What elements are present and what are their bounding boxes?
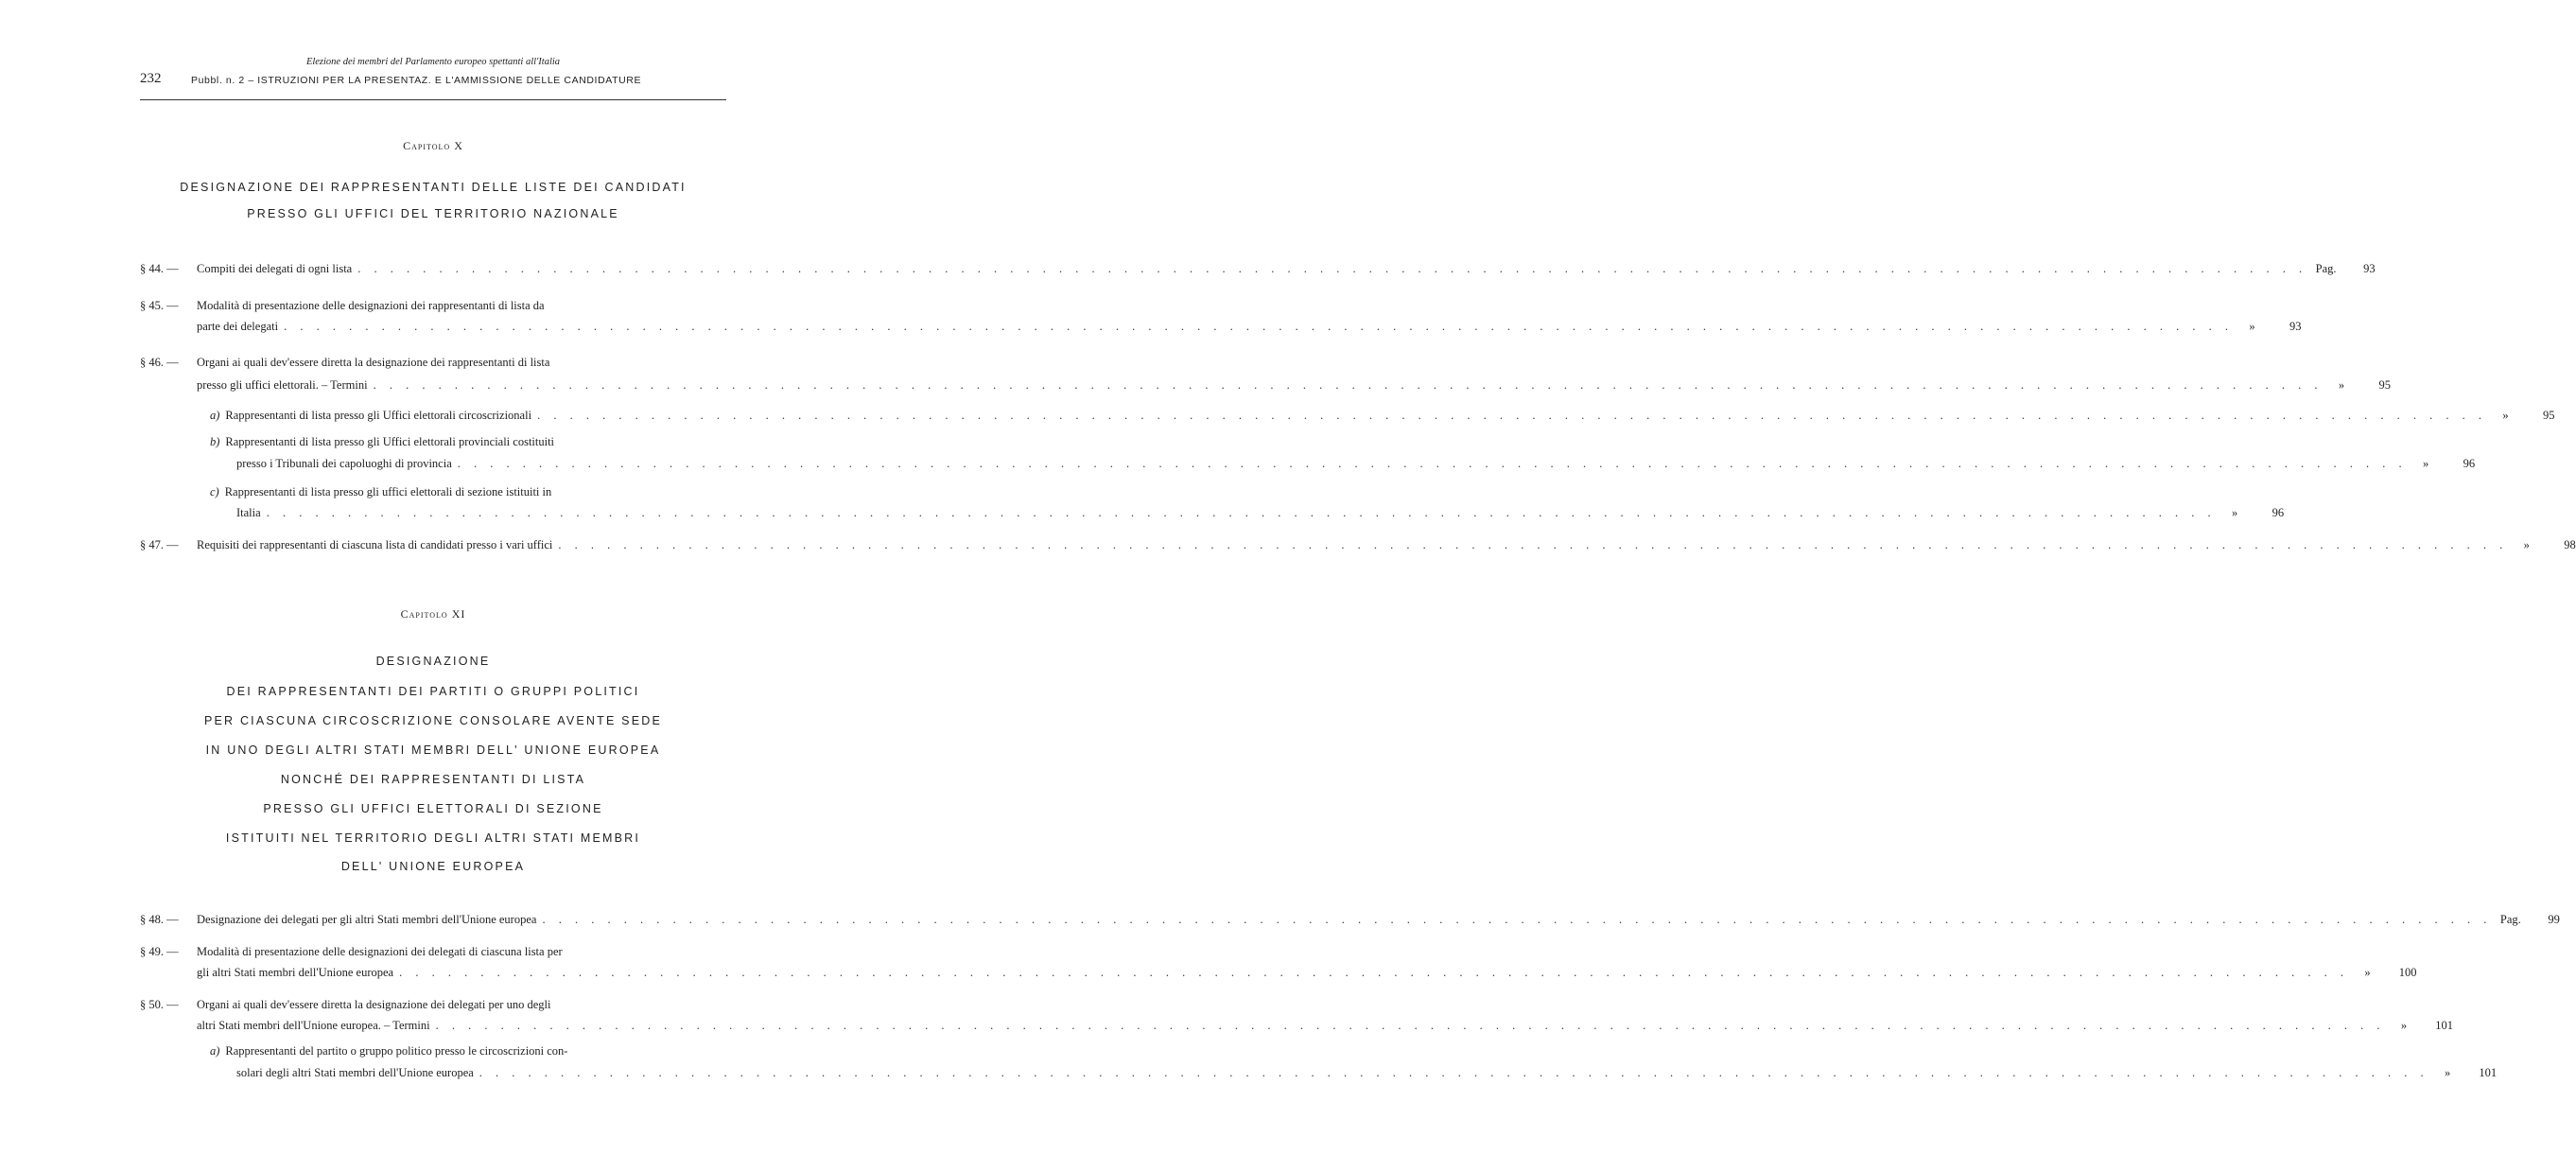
chapter-title-line: DESIGNAZIONE DEI RAPPRESENTANTI DELLE LISTE DEI CANDIDATI bbox=[180, 181, 687, 194]
page-reference: 96 bbox=[2463, 457, 2476, 470]
toc-entry-line[interactable] bbox=[140, 538, 2576, 555]
header-rule bbox=[140, 99, 726, 100]
toc-entry-line[interactable] bbox=[140, 378, 2391, 395]
entry-text: parte dei delegati bbox=[197, 320, 279, 333]
subentry-label: a) bbox=[210, 1044, 220, 1058]
toc-subentry-line[interactable] bbox=[140, 485, 726, 502]
dot-leader: . . . . . . . . . . . . . . . . . . . . . . . . . . . . . . . . . . . . . . . . . . . . . . . . . . . . . . . . . . . . . . . . . . . . . . . . . . . . . . . . . . . . . . . . . . . . . . . . . . . . . . . . . . . . . . . . . . . . . . . . bbox=[558, 538, 2508, 551]
subentry-label: c) bbox=[210, 485, 219, 499]
dot-leader: . . . . . . . . . . . . . . . . . . . . . . . . . . . . . . . . . . . . . . . . . . . . . . . . . . . . . . . . . . . . . . . . . . . . . . . . . . . . . . . . . . . . . . . . . . . . . . . . . . . . . . . . . . . . . . . . . . . . . . . . bbox=[399, 966, 2349, 979]
entry-text: Compiti dei delegati di ogni lista bbox=[197, 262, 353, 275]
section-number: § 45. — bbox=[140, 299, 179, 312]
section-number: § 48. — bbox=[140, 913, 179, 926]
page-reference: 95 bbox=[2378, 378, 2391, 392]
dot-leader: . . . . . . . . . . . . . . . . . . . . . . . . . . . . . . . . . . . . . . . . . . . . . . . . . . . . . . . . . . . . . . . . . . . . . . . . . . . . . . . . . . . . . . . . . . . . . . . . . . . . . . . . . . . . . . . . . . . . . . . . bbox=[266, 506, 2217, 519]
page-reference: 93 bbox=[2363, 262, 2376, 275]
toc-subentry-line[interactable] bbox=[140, 506, 2285, 523]
chapter-title-line: DESIGNAZIONE bbox=[375, 655, 491, 668]
entry-text: presso gli uffici elettorali. – Termini bbox=[197, 378, 368, 392]
entry-text: Rappresentanti di lista presso gli Uffici elettorali provinciali costituiti bbox=[225, 435, 555, 448]
dot-leader: . . . . . . . . . . . . . . . . . . . . . . . . . . . . . . . . . . . . . . . . . . . . . . . . . . . . . . . . . . . . . . . . . . . . . . . . . . . . . . . . . . . . . . . . . . . . . . . . . . . . . . . . . . . . . . . . . . . . . . . . bbox=[537, 409, 2487, 422]
chapter-title-line: ISTITUITI NEL TERRITORIO DEGLI ALTRI STATI MEMBRI bbox=[225, 831, 641, 845]
toc-entry-line[interactable] bbox=[140, 320, 2302, 337]
chapter-title-line: NONCHÉ DEI RAPPRESENTANTI DI LISTA bbox=[280, 773, 586, 786]
page-marker: » bbox=[2364, 966, 2371, 979]
page-reference: 101 bbox=[2435, 1019, 2453, 1032]
publication-line: Pubbl. n. 2 – ISTRUZIONI PER LA PRESENTAZ. E L'AMMISSIONE DELLE CANDIDATURE bbox=[191, 75, 642, 86]
subentry-label: a) bbox=[210, 409, 220, 422]
chapter-label: Capitolo X bbox=[403, 139, 463, 152]
page-reference: 100 bbox=[2398, 966, 2417, 979]
dot-leader: . . . . . . . . . . . . . . . . . . . . . . . . . . . . . . . . . . . . . . . . . . . . . . . . . . . . . . . . . . . . . . . . . . . . . . . . . . . . . . . . . . . . . . . . . . . . . . . . . . . . . . . . . . . . . . . . . . . . . . . . bbox=[542, 913, 2492, 926]
section-number: § 44. — bbox=[140, 262, 179, 275]
page-reference: 98 bbox=[2564, 538, 2576, 551]
page-reference: 101 bbox=[2479, 1066, 2498, 1079]
chapter-title-line: PRESSO GLI UFFICI ELETTORALI DI SEZIONE bbox=[263, 802, 603, 815]
entry-text: Requisiti dei rappresentanti di ciascuna lista di candidati presso i vari uffici bbox=[197, 538, 553, 551]
toc-entry-line[interactable] bbox=[140, 966, 2417, 983]
chapter-title-line: PRESSO GLI UFFICI DEL TERRITORIO NAZIONALE bbox=[247, 207, 619, 220]
entry-text: presso i Tribunali dei capoluoghi di provincia bbox=[236, 457, 452, 470]
entry-text: altri Stati membri dell'Unione europea. – Termini bbox=[197, 1019, 430, 1032]
toc-entry-line[interactable] bbox=[140, 945, 726, 962]
section-number: § 47. — bbox=[140, 538, 179, 551]
page-marker: » bbox=[2400, 1019, 2408, 1032]
entry-text: Organi ai quali dev'essere diretta la designazione dei delegati per uno degli bbox=[197, 998, 551, 1011]
dot-leader: . . . . . . . . . . . . . . . . . . . . . . . . . . . . . . . . . . . . . . . . . . . . . . . . . . . . . . . . . . . . . . . . . . . . . . . . . . . . . . . . . . . . . . . . . . . . . . . . . . . . . . . . . . . . . . . . . . . . . . . . bbox=[373, 378, 2323, 392]
page-marker: » bbox=[2231, 506, 2238, 519]
chapter-title-line: PER CIASCUNA CIRCOSCRIZIONE CONSOLARE AVENTE SEDE bbox=[203, 714, 663, 727]
entry-text: Italia bbox=[236, 506, 261, 519]
dot-leader: . . . . . . . . . . . . . . . . . . . . . . . . . . . . . . . . . . . . . . . . . . . . . . . . . . . . . . . . . . . . . . . . . . . . . . . . . . . . . . . . . . . . . . . . . . . . . . . . . . . . . . . . . . . . . . . . . . . . . . . . bbox=[479, 1066, 2429, 1079]
toc-entry-line[interactable] bbox=[140, 356, 726, 373]
page-marker: » bbox=[2445, 1066, 2451, 1079]
running-title: Elezione dei membri del Parlamento europeo spettanti all'Italia bbox=[305, 57, 561, 67]
section-number: § 50. — bbox=[140, 998, 179, 1011]
page-reference: 96 bbox=[2271, 506, 2285, 519]
entry-text: Organi ai quali dev'essere diretta la designazione dei rappresentanti di lista bbox=[197, 356, 550, 369]
dot-leader: . . . . . . . . . . . . . . . . . . . . . . . . . . . . . . . . . . . . . . . . . . . . . . . . . . . . . . . . . . . . . . . . . . . . . . . . . . . . . . . . . . . . . . . . . . . . . . . . . . . . . . . . . . . . . . . . . . . . . . . . bbox=[284, 320, 2234, 333]
entry-text: Rappresentanti di lista presso gli Uffici elettorali circoscrizionali bbox=[225, 409, 532, 422]
toc-subentry-line[interactable] bbox=[140, 457, 2476, 474]
section-number: § 46. — bbox=[140, 356, 179, 369]
toc-entry-line[interactable] bbox=[140, 1019, 2453, 1036]
toc-subentry-line[interactable] bbox=[140, 409, 2555, 426]
page-marker: Pag. bbox=[2315, 262, 2337, 275]
dot-leader: . . . . . . . . . . . . . . . . . . . . . . . . . . . . . . . . . . . . . . . . . . . . . . . . . . . . . . . . . . . . . . . . . . . . . . . . . . . . . . . . . . . . . . . . . . . . . . . . . . . . . . . . . . . . . . . . . . . . . . . . bbox=[357, 262, 2307, 275]
page-marker: » bbox=[2523, 538, 2530, 551]
page-reference: 93 bbox=[2289, 320, 2302, 333]
entry-text: Modalità di presentazione delle designazioni dei rappresentanti di lista da bbox=[197, 299, 545, 312]
entry-text: solari degli altri Stati membri dell'Unione europea bbox=[236, 1066, 474, 1079]
chapter-label: Capitolo XI bbox=[400, 607, 466, 621]
section-number: § 49. — bbox=[140, 945, 179, 958]
chapter-title-line: IN UNO DEGLI ALTRI STATI MEMBRI DELL' UNIONE EUROPEA bbox=[205, 743, 661, 757]
page-marker: » bbox=[2502, 409, 2509, 422]
toc-subentry-line[interactable] bbox=[140, 1066, 2498, 1083]
entry-text: Rappresentanti di lista presso gli uffici elettorali di sezione istituiti in bbox=[224, 485, 552, 499]
toc-subentry-line[interactable] bbox=[140, 435, 726, 452]
toc-entry-line[interactable] bbox=[140, 913, 2560, 930]
page-reference: 99 bbox=[2548, 913, 2560, 926]
entry-text: Modalità di presentazione delle designazioni dei delegati di ciascuna lista per bbox=[197, 945, 563, 958]
page-marker: » bbox=[2249, 320, 2255, 333]
entry-text: gli altri Stati membri dell'Unione europea bbox=[197, 966, 394, 979]
chapter-title-line: DEI RAPPRESENTANTI DEI PARTITI O GRUPPI POLITICI bbox=[226, 685, 640, 698]
page-number: 232 bbox=[140, 71, 162, 86]
toc-entry-line[interactable] bbox=[140, 998, 726, 1015]
page-marker: » bbox=[2338, 378, 2345, 392]
page-reference: 95 bbox=[2542, 409, 2555, 422]
entry-text: Rappresentanti del partito o gruppo politico presso le circoscrizioni con- bbox=[225, 1044, 568, 1058]
toc-entry-line[interactable] bbox=[140, 262, 2376, 279]
page-marker: Pag. bbox=[2499, 913, 2521, 926]
dot-leader: . . . . . . . . . . . . . . . . . . . . . . . . . . . . . . . . . . . . . . . . . . . . . . . . . . . . . . . . . . . . . . . . . . . . . . . . . . . . . . . . . . . . . . . . . . . . . . . . . . . . . . . . . . . . . . . . . . . . . . . . bbox=[457, 457, 2408, 470]
toc-entry-line[interactable] bbox=[140, 299, 726, 316]
chapter-title-line: DELL' UNIONE EUROPEA bbox=[340, 860, 526, 873]
page-marker: » bbox=[2423, 457, 2429, 470]
toc-subentry-line[interactable] bbox=[140, 1044, 726, 1061]
dot-leader: . . . . . . . . . . . . . . . . . . . . . . . . . . . . . . . . . . . . . . . . . . . . . . . . . . . . . . . . . . . . . . . . . . . . . . . . . . . . . . . . . . . . . . . . . . . . . . . . . . . . . . . . . . . . . . . . . . . . . . . . bbox=[435, 1019, 2385, 1032]
subentry-label: b) bbox=[210, 435, 220, 448]
entry-text: Designazione dei delegati per gli altri Stati membri dell'Unione europea bbox=[197, 913, 537, 926]
